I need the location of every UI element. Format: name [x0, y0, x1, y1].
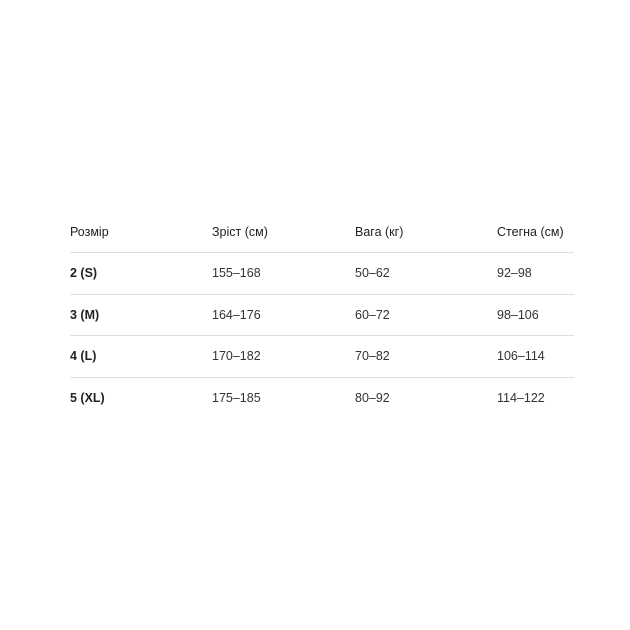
header-height: Зріст (см): [212, 224, 268, 239]
header-hips: Стегна (см): [497, 224, 564, 239]
hips-cell: 92–98: [497, 266, 532, 280]
weight-cell: 70–82: [355, 349, 390, 363]
table-row: [70, 252, 574, 294]
height-cell: 155–168: [212, 266, 261, 280]
size-cell: 4 (L): [70, 349, 97, 363]
hips-cell: 98–106: [497, 307, 539, 322]
weight-cell: 60–72: [355, 307, 390, 322]
hips-cell: 114–122: [497, 390, 545, 405]
size-cell: 3 (M): [70, 307, 100, 322]
size-chart-table: [70, 212, 574, 418]
size-cell: 5 (XL): [70, 390, 105, 405]
table-row: [70, 377, 574, 419]
header-weight: Вага (кг): [355, 224, 404, 239]
table-header-row: [70, 212, 574, 252]
hips-cell: 106–114: [497, 349, 545, 363]
header-size: Розмір: [70, 224, 109, 239]
height-cell: 164–176: [212, 307, 261, 322]
height-cell: 170–182: [212, 349, 261, 363]
height-cell: 175–185: [212, 390, 261, 405]
weight-cell: 80–92: [355, 390, 390, 405]
table-row: [70, 294, 574, 336]
weight-cell: 50–62: [355, 266, 390, 280]
size-cell: 2 (S): [70, 266, 98, 280]
table-row: [70, 335, 574, 377]
